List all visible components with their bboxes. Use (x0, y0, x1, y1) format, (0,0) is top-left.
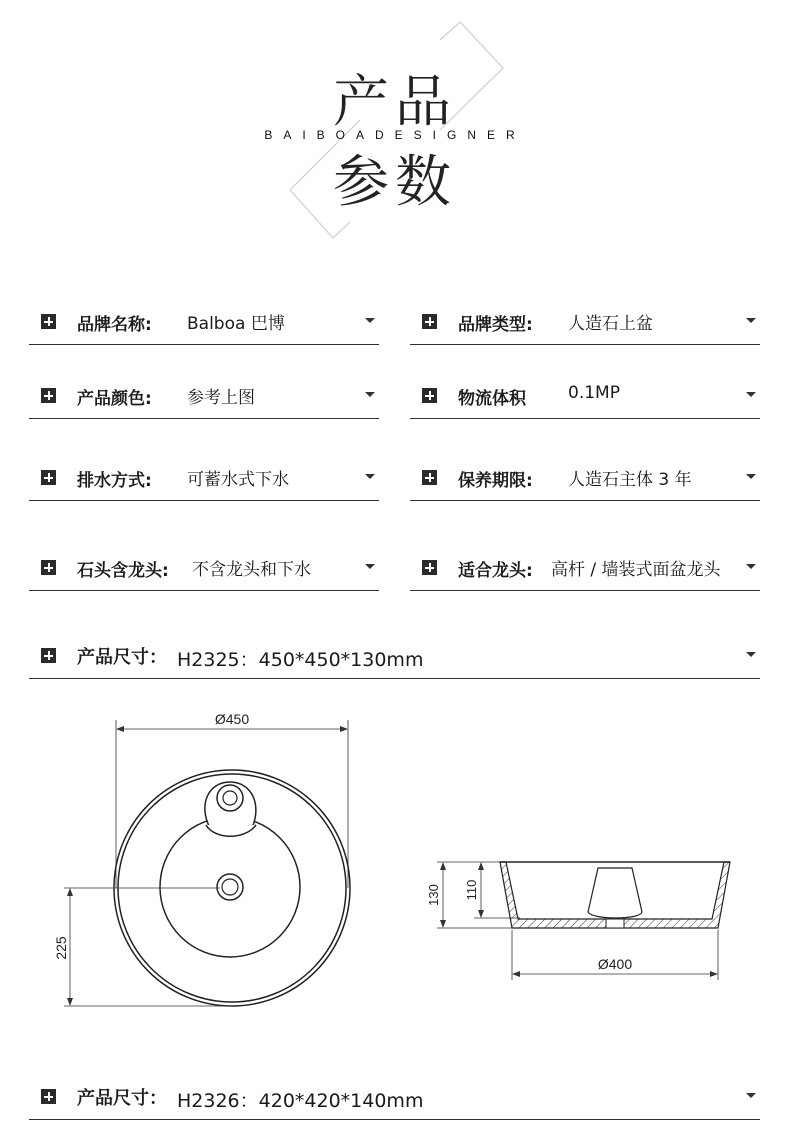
expand-plus-icon (422, 388, 437, 403)
top-view (53, 711, 350, 1006)
caret-down-icon[interactable] (746, 318, 756, 323)
spec-label: 排水方式: (77, 471, 152, 491)
spec-brand-name[interactable] (29, 314, 379, 345)
expand-plus-icon (41, 388, 56, 403)
dim-height-total: 130 (426, 884, 441, 906)
spec-logistics-volume[interactable] (410, 383, 760, 419)
size-value: H2325：450*450*130mm (177, 649, 424, 671)
spec-warranty[interactable] (410, 470, 760, 501)
caret-down-icon[interactable] (746, 392, 756, 397)
caret-down-icon[interactable] (365, 474, 375, 479)
spec-faucet-included[interactable] (29, 560, 379, 591)
spec-value: 人造石主体 3 年 (568, 470, 692, 490)
expand-plus-icon (422, 560, 437, 575)
brand-name: BAIBOADESIGNER (264, 128, 526, 142)
dim-diameter-base: Ø400 (597, 956, 633, 972)
spec-drain-type[interactable] (29, 470, 379, 501)
spec-brand-type[interactable] (410, 314, 760, 345)
caret-down-icon[interactable] (365, 318, 375, 323)
caret-down-icon[interactable] (365, 392, 375, 397)
spec-value: 不含龙头和下水 (192, 560, 311, 580)
size-label: 产品尺寸： (77, 647, 167, 668)
expand-plus-icon (41, 1089, 56, 1104)
size-row-h2326[interactable] (29, 1089, 760, 1120)
expand-plus-icon (422, 470, 437, 485)
spec-label: 石头含龙头: (77, 561, 169, 581)
spec-label: 品牌名称: (77, 315, 152, 335)
spec-color[interactable] (29, 388, 379, 419)
spec-value: 可蓄水式下水 (187, 470, 289, 490)
size-label: 产品尺寸： (77, 1088, 167, 1109)
caret-down-icon[interactable] (746, 564, 756, 569)
spec-label: 适合龙头: (458, 561, 533, 581)
side-view (426, 862, 730, 980)
technical-drawing (0, 700, 790, 1030)
expand-plus-icon (422, 314, 437, 329)
caret-down-icon[interactable] (746, 474, 756, 479)
page-title-top: 产品 (333, 70, 457, 135)
spec-label: 物流体积 (458, 389, 526, 409)
expand-plus-icon (41, 560, 56, 575)
page-title-bottom: 参数 (333, 150, 457, 215)
spec-value: Balboa 巴博 (187, 314, 285, 334)
dim-offset: 225 (53, 936, 69, 960)
spec-value: 高杆 / 墙装式面盆龙头 (551, 560, 721, 580)
size-value: H2326：420*420*140mm (177, 1090, 424, 1112)
spec-label: 品牌类型: (458, 315, 533, 335)
caret-down-icon[interactable] (365, 564, 375, 569)
spec-label: 产品颜色: (77, 389, 152, 409)
caret-down-icon[interactable] (746, 1093, 756, 1098)
expand-plus-icon (41, 314, 56, 329)
spec-compatible-faucet[interactable] (410, 560, 760, 591)
spec-value: 参考上图 (187, 388, 255, 408)
expand-plus-icon (41, 470, 56, 485)
spec-value: 0.1MP (568, 383, 620, 403)
spec-label: 保养期限: (458, 471, 533, 491)
dim-diameter-top: Ø450 (214, 711, 250, 727)
caret-down-icon[interactable] (746, 652, 756, 657)
size-row-h2325[interactable] (29, 648, 760, 679)
spec-value: 人造石上盆 (568, 314, 653, 334)
dim-height-inner: 110 (464, 879, 479, 901)
expand-plus-icon (41, 648, 56, 663)
